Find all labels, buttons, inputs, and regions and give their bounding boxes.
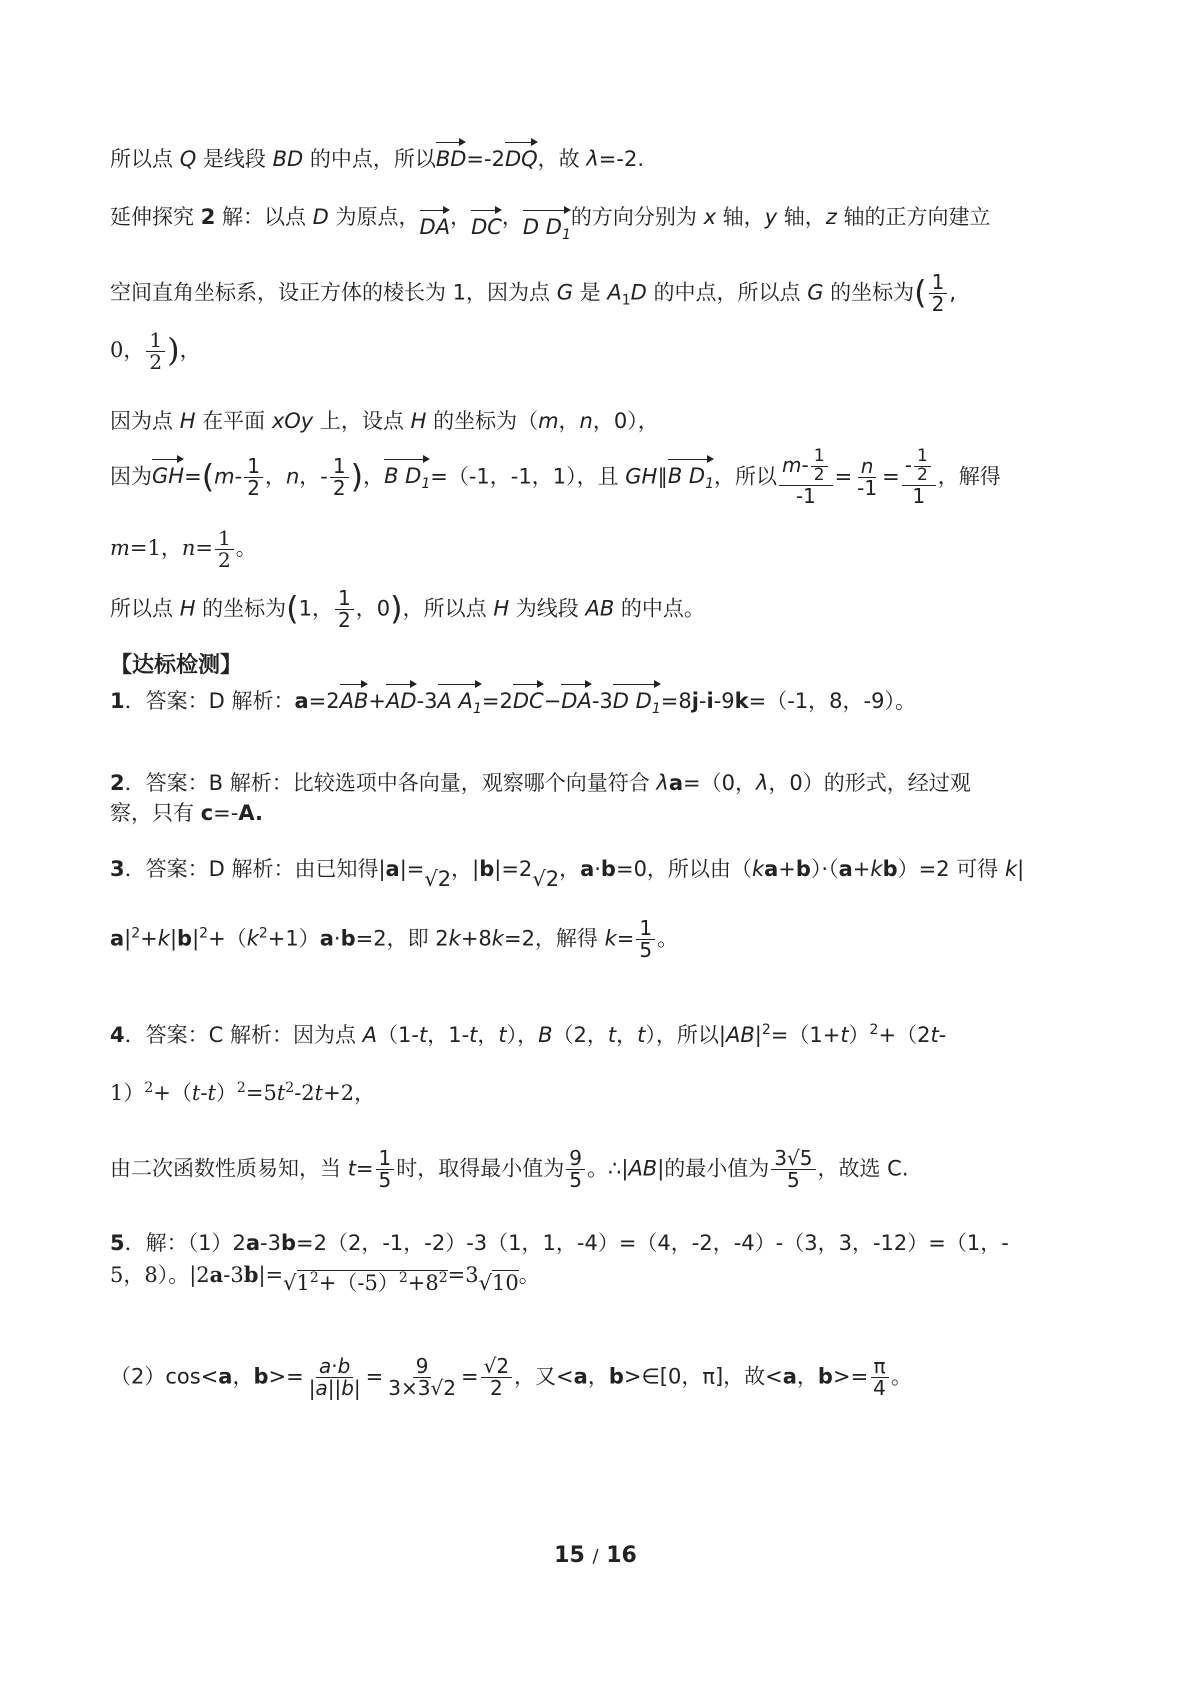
- text-line-8: 所以点 H 的坐标为(1， $\frac{1}{2}$ ，0)，所以点 H 为线段 AB 的中点。: [110, 586, 705, 632]
- answer-2-line-1: 2．答案：B 解析：比较选项中各向量，观察哪个向量符合 λa=（0，λ，0）的形式，经过观: [110, 771, 971, 795]
- answer-3-line-2: $a|^2+k|b|^2+(k^2+1)a\cdot b=2$，即 2k+8k=2，解得 k= $\frac{1}{5}$ 。: [110, 916, 679, 962]
- answer-5-line-3: （2）cos<a，b>= $\frac{a\cdot b}{|a||b|}$ = $\frac{9}{3\times 3√2}$ = $\frac{√2}{2}$ ，又<a，b>∈[0，π]，故<a，b>= $\frac{\pi}{4}$ 。: [110, 1354, 912, 1400]
- page-number: [0, 1543, 1191, 1568]
- answer-2-line-2: 察，只有 c=-A.: [110, 801, 263, 825]
- text-line-1: 所以点 Q 是线段 BD 的中点，所以BD=-2DQ，故 λ=-2.: [110, 147, 645, 171]
- text-line-2: 延伸探究 2 解：以点 D 为原点，DA，DC，D $D_1$的方向分别为 x 轴，y 轴，z 轴的正方向建立: [110, 205, 991, 243]
- text-line-4: 0， $\frac{1}{2}$ )，: [110, 328, 201, 374]
- answer-1: 1．答案：D 解析：a=2AB+AD-3A $A_1=2DC-DA-3D$ $D_1=8j-i-9k=(-1$，8，-9）。: [110, 689, 916, 717]
- current-page: 15: [554, 1543, 585, 1568]
- answer-4-line-1: 4．答案：C 解析：因为点 A（1-t，1-t，t），B（2，t，t），所以$|AB|^2=(1+t)^2+(2t-$: [110, 1022, 947, 1047]
- answer-5-line-2: 5，8）。$|2a-3b|=√1^2+(-5)^2+8^2=3√10$。: [110, 1262, 540, 1295]
- text-line-5: 因为点 H 在平面 xOy 上，设点 H 的坐标为（m，n，0），: [110, 409, 659, 433]
- answer-4-line-3: 由二次函数性质易知，当 t= $\frac{1}{5}$ 时，取得最小值为 $\frac{9}{5}$ 。∴|AB|的最小值为 $\frac{3√5}{5}$ ，故选 C.: [110, 1146, 909, 1192]
- answer-4-line-2: $1)^2+(t-t)^2=5t^2-2t+2$，: [110, 1080, 376, 1105]
- section-title: 【达标检测】: [110, 653, 243, 678]
- answer-3-line-1: 3．答案：D 解析：由已知得|a|=√2，|b|=2√2，a·b=0，所以由（ka+b）·（a+kb）=2 可得 k|: [110, 857, 1025, 891]
- total-pages: 16: [606, 1543, 637, 1568]
- text-line-7: m=1，n= $\frac{1}{2}$ 。: [110, 526, 257, 572]
- answer-5-line-1: 5．解：（1）2a-3b=2（2，-1，-2）-3（1，1，-4）=（4，-2，-4）-（3，3，-12）=（1，-: [110, 1231, 1009, 1255]
- text-line-3: 空间直角坐标系，设正方体的棱长为 1，因为点 G 是 $A_1D$ 的中点，所以点 G 的坐标为( $\frac{1}{2}$ ,: [110, 270, 957, 316]
- text-line-6: 因为GH=(m- $\frac{1}{2}$ ，n，- $\frac{1}{2}$ )，B $D_1=(-1$，-1，1），且 GH∥B $D_1$，所以 m- $\frac{1}{2}$ -1 = $\frac{n}{-1}$ = - $\frac{1}{2}$ 1 ，解得: [110, 446, 1001, 508]
- page-separator: /: [592, 1546, 599, 1567]
